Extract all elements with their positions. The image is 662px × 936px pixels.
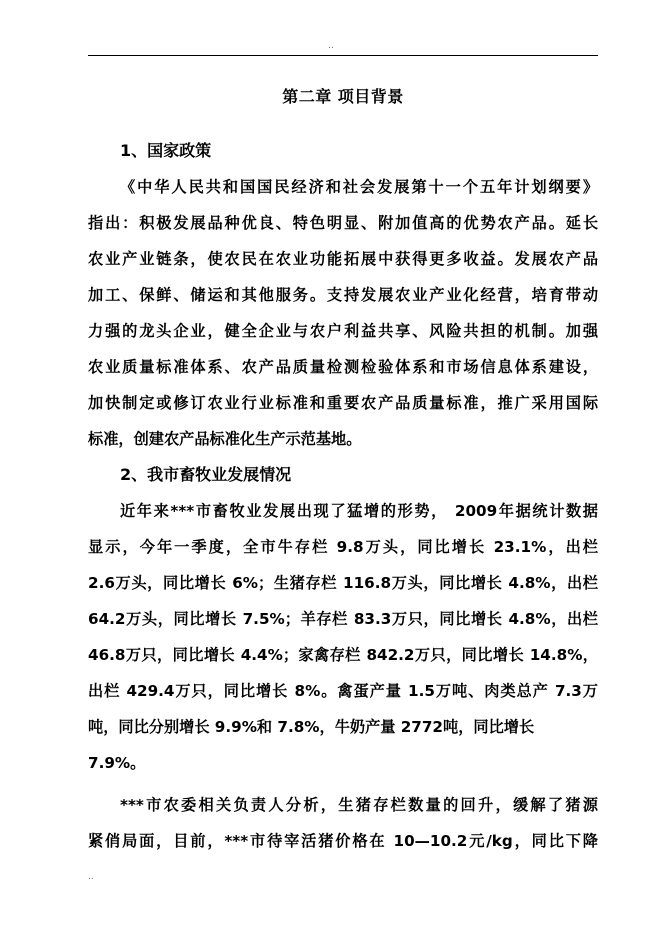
paragraph-line: 紧俏局面，目前，***市待宰活猪价格在 10—10.2元/kg，同比下降 xyxy=(88,832,598,850)
paragraph-line: 标准，创建农产品标准化生产示范基地。 xyxy=(88,430,362,448)
paragraph-national-policy xyxy=(88,169,598,457)
paragraph-line: 吨，同比分别增长 9.9%和 7.8%，牛奶产量 2772吨，同比增长 xyxy=(88,718,535,736)
paragraph-line: 显示，今年一季度，全市牛存栏 9.8万头，同比增长 23.1%，出栏 xyxy=(88,538,598,556)
paragraph-line: 7.9%。 xyxy=(88,754,146,772)
paragraph-line: 近年来***市畜牧业发展出现了猛增的形势， 2009年据统计数据 xyxy=(120,502,598,520)
paragraph-line: 力强的龙头企业，健全企业与农户利益共享、风险共担的机制。加强 xyxy=(88,322,598,340)
chapter-title: 第二章 项目背景 xyxy=(282,87,404,106)
paragraph-line: 《中华人民共和国国民经济和社会发展第十一个五年计划纲要》 xyxy=(120,178,598,196)
paragraph-line: 农业产业链条，使农民在农业功能拓展中获得更多收益。发展农产品 xyxy=(88,250,598,268)
document-body xyxy=(88,86,598,859)
paragraph-line: 农业质量标准体系、农产品质量检测检验体系和市场信息体系建设， xyxy=(88,358,598,376)
paragraph-price-analysis xyxy=(88,787,598,859)
paragraph-line: 64.2万头，同比增长 7.5%；羊存栏 83.3万只，同比增长 4.8%，出栏 xyxy=(88,610,598,628)
paragraph-line: 出栏 429.4万只，同比增长 8%。禽蛋产量 1.5万吨、肉类总产 7.3万 xyxy=(88,682,598,700)
paragraph-line: 2.6万头，同比增长 6%；生猪存栏 116.8万头，同比增长 4.8%，出栏 xyxy=(88,574,598,592)
footer-mark: .. xyxy=(88,872,94,882)
paragraph-line: 加快制定或修订农业行业标准和重要农产品质量标准，推广采用国际 xyxy=(88,394,598,412)
paragraph-line: 46.8万只，同比增长 4.4%；家禽存栏 842.2万只，同比增长 14.8%， xyxy=(88,646,598,664)
header-mark: .. xyxy=(328,41,334,51)
section-heading-national-policy: 1、国家政策 xyxy=(120,141,212,160)
paragraph-livestock-stats xyxy=(88,493,598,781)
header-rule xyxy=(88,55,598,56)
paragraph-line: 加工、保鲜、储运和其他服务。支持发展农业产业化经营，培育带动 xyxy=(88,286,598,304)
paragraph-line: ***市农委相关负责人分析，生猪存栏数量的回升，缓解了猪源 xyxy=(120,796,598,814)
section-heading-livestock: 2、我市畜牧业发展情况 xyxy=(120,465,292,484)
paragraph-line: 指出：积极发展品种优良、特色明显、附加值高的优势农产品。延长 xyxy=(88,214,598,232)
